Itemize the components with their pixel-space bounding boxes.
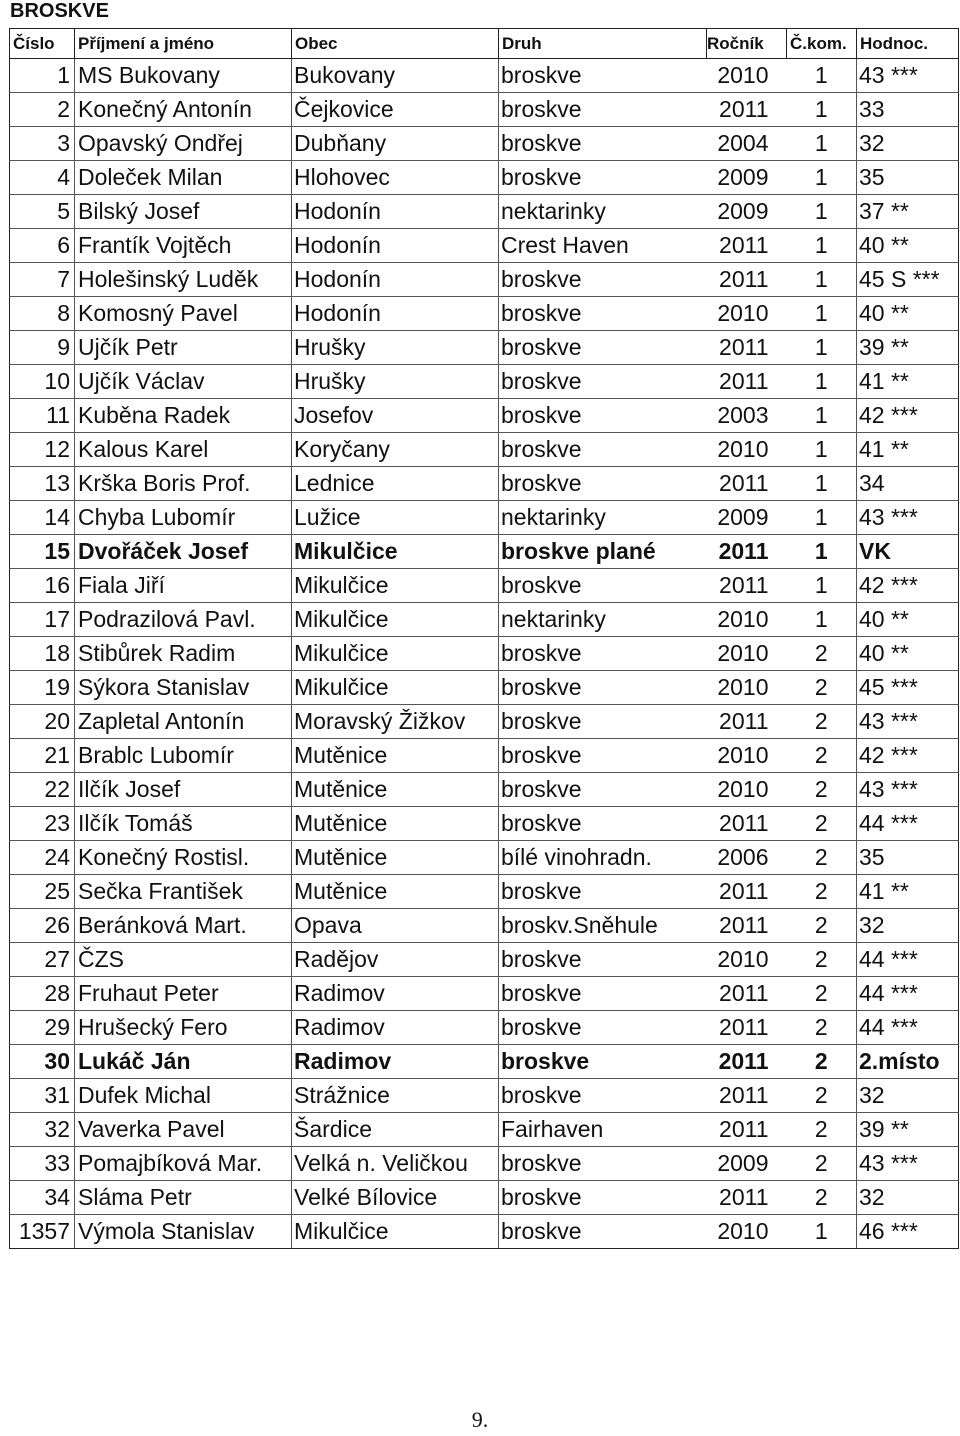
- table-row: [10, 875, 959, 909]
- cell-type: broskve: [499, 161, 707, 195]
- cell-type: broskve: [499, 365, 707, 399]
- cell-year: 2010: [707, 773, 787, 807]
- cell-type: Fairhaven: [499, 1113, 707, 1147]
- cell-category: 1: [787, 569, 857, 603]
- cell-town: Mikulčice: [292, 569, 499, 603]
- cell-score: 32: [857, 1079, 959, 1113]
- cell-year: 2010: [707, 59, 787, 93]
- table-row: [10, 535, 959, 569]
- cell-year: 2011: [707, 93, 787, 127]
- cell-year: 2010: [707, 739, 787, 773]
- table-row: [10, 59, 959, 93]
- cell-score: VK: [857, 535, 959, 569]
- cell-number: 8: [10, 297, 75, 331]
- header-row: [10, 29, 959, 59]
- cell-number: 14: [10, 501, 75, 535]
- cell-name: Ujčík Petr: [75, 331, 292, 365]
- cell-year: 2003: [707, 399, 787, 433]
- cell-score: 40 **: [857, 603, 959, 637]
- cell-category: 1: [787, 59, 857, 93]
- cell-town: Lednice: [292, 467, 499, 501]
- table-row: [10, 841, 959, 875]
- cell-type: nektarinky: [499, 501, 707, 535]
- cell-score: 45 S ***: [857, 263, 959, 297]
- cell-name: Stibůrek Radim: [75, 637, 292, 671]
- cell-town: Čejkovice: [292, 93, 499, 127]
- cell-year: 2011: [707, 807, 787, 841]
- cell-score: 40 **: [857, 637, 959, 671]
- cell-score: 45 ***: [857, 671, 959, 705]
- cell-year: 2010: [707, 943, 787, 977]
- cell-type: broskve: [499, 671, 707, 705]
- cell-name: Fiala Jiří: [75, 569, 292, 603]
- cell-number: 25: [10, 875, 75, 909]
- cell-score: 43 ***: [857, 705, 959, 739]
- cell-score: 33: [857, 93, 959, 127]
- cell-number: 16: [10, 569, 75, 603]
- cell-number: 29: [10, 1011, 75, 1045]
- table-row: [10, 1079, 959, 1113]
- cell-type: broskve: [499, 705, 707, 739]
- cell-town: Hrušky: [292, 331, 499, 365]
- cell-score: 44 ***: [857, 977, 959, 1011]
- cell-town: Mikulčice: [292, 603, 499, 637]
- cell-score: 37 **: [857, 195, 959, 229]
- cell-year: 2011: [707, 365, 787, 399]
- table-row: [10, 739, 959, 773]
- cell-category: 1: [787, 263, 857, 297]
- cell-category: 2: [787, 807, 857, 841]
- cell-category: 1: [787, 1215, 857, 1249]
- cell-number: 22: [10, 773, 75, 807]
- cell-town: Radějov: [292, 943, 499, 977]
- cell-name: Frantík Vojtěch: [75, 229, 292, 263]
- cell-name: Holešinský Luděk: [75, 263, 292, 297]
- cell-town: Radimov: [292, 977, 499, 1011]
- page-number: 9.: [471, 1407, 489, 1432]
- cell-type: broskve: [499, 943, 707, 977]
- table-row: [10, 637, 959, 671]
- header-type: Druh: [499, 29, 707, 59]
- table-row: [10, 399, 959, 433]
- cell-year: 2010: [707, 433, 787, 467]
- cell-name: Zapletal Antonín: [75, 705, 292, 739]
- cell-score: 44 ***: [857, 807, 959, 841]
- cell-year: 2011: [707, 1181, 787, 1215]
- cell-type: broskve: [499, 807, 707, 841]
- cell-name: Bilský Josef: [75, 195, 292, 229]
- cell-town: Mutěnice: [292, 841, 499, 875]
- cell-number: 23: [10, 807, 75, 841]
- table-row: [10, 909, 959, 943]
- cell-category: 1: [787, 399, 857, 433]
- cell-category: 1: [787, 501, 857, 535]
- cell-year: 2010: [707, 603, 787, 637]
- cell-type: broskve: [499, 569, 707, 603]
- cell-number: 33: [10, 1147, 75, 1181]
- cell-type: bílé vinohradn.: [499, 841, 707, 875]
- cell-year: 2011: [707, 1113, 787, 1147]
- table-body: [10, 59, 959, 1249]
- cell-category: 2: [787, 1113, 857, 1147]
- cell-score: 41 **: [857, 365, 959, 399]
- cell-name: Vaverka Pavel: [75, 1113, 292, 1147]
- cell-score: 42 ***: [857, 569, 959, 603]
- cell-category: 1: [787, 229, 857, 263]
- cell-number: 21: [10, 739, 75, 773]
- cell-category: 1: [787, 93, 857, 127]
- cell-category: 2: [787, 671, 857, 705]
- cell-year: 2011: [707, 875, 787, 909]
- table-row: [10, 331, 959, 365]
- cell-number: 5: [10, 195, 75, 229]
- cell-type: broskve: [499, 263, 707, 297]
- cell-type: broskve: [499, 1011, 707, 1045]
- cell-name: Konečný Rostisl.: [75, 841, 292, 875]
- cell-type: nektarinky: [499, 195, 707, 229]
- table-row: [10, 127, 959, 161]
- cell-year: 2011: [707, 1045, 787, 1079]
- cell-category: 2: [787, 841, 857, 875]
- cell-town: Šardice: [292, 1113, 499, 1147]
- cell-number: 30: [10, 1045, 75, 1079]
- cell-score: 44 ***: [857, 1011, 959, 1045]
- cell-score: 34: [857, 467, 959, 501]
- cell-year: 2010: [707, 1215, 787, 1249]
- cell-number: 4: [10, 161, 75, 195]
- cell-category: 2: [787, 739, 857, 773]
- cell-category: 1: [787, 535, 857, 569]
- cell-town: Mutěnice: [292, 773, 499, 807]
- cell-town: Hodonín: [292, 297, 499, 331]
- results-table: [9, 28, 959, 1249]
- cell-year: 2011: [707, 569, 787, 603]
- cell-type: Crest Haven: [499, 229, 707, 263]
- cell-type: broskve plané: [499, 535, 707, 569]
- cell-number: 27: [10, 943, 75, 977]
- cell-number: 26: [10, 909, 75, 943]
- table-row: [10, 93, 959, 127]
- cell-town: Hodonín: [292, 263, 499, 297]
- cell-name: ČZS: [75, 943, 292, 977]
- table-row: [10, 501, 959, 535]
- table-row: [10, 943, 959, 977]
- cell-type: broskve: [499, 1181, 707, 1215]
- cell-name: Podrazilová Pavl.: [75, 603, 292, 637]
- cell-number: 9: [10, 331, 75, 365]
- cell-year: 2004: [707, 127, 787, 161]
- cell-type: broskve: [499, 773, 707, 807]
- cell-type: nektarinky: [499, 603, 707, 637]
- cell-number: 34: [10, 1181, 75, 1215]
- table-row: [10, 569, 959, 603]
- cell-year: 2009: [707, 161, 787, 195]
- table-row: [10, 1181, 959, 1215]
- cell-town: Lužice: [292, 501, 499, 535]
- cell-name: Výmola Stanislav: [75, 1215, 292, 1249]
- cell-category: 2: [787, 705, 857, 739]
- cell-category: 2: [787, 943, 857, 977]
- cell-category: 2: [787, 773, 857, 807]
- cell-year: 2009: [707, 501, 787, 535]
- cell-score: 40 **: [857, 229, 959, 263]
- table-row: [10, 1113, 959, 1147]
- cell-score: 39 **: [857, 331, 959, 365]
- cell-name: Lukáč Ján: [75, 1045, 292, 1079]
- cell-type: broskve: [499, 1215, 707, 1249]
- cell-name: Pomajbíková Mar.: [75, 1147, 292, 1181]
- cell-name: Opavský Ondřej: [75, 127, 292, 161]
- cell-type: broskve: [499, 331, 707, 365]
- table-row: [10, 433, 959, 467]
- cell-town: Bukovany: [292, 59, 499, 93]
- cell-name: Sýkora Stanislav: [75, 671, 292, 705]
- page-title: BROSKVE: [10, 0, 109, 22]
- cell-type: broskve: [499, 467, 707, 501]
- cell-score: 44 ***: [857, 943, 959, 977]
- cell-town: Koryčany: [292, 433, 499, 467]
- cell-type: broskve: [499, 93, 707, 127]
- cell-town: Velká n. Veličkou: [292, 1147, 499, 1181]
- cell-year: 2011: [707, 1011, 787, 1045]
- table-row: [10, 161, 959, 195]
- cell-score: 39 **: [857, 1113, 959, 1147]
- cell-town: Hodonín: [292, 195, 499, 229]
- cell-name: Beránková Mart.: [75, 909, 292, 943]
- cell-number: 32: [10, 1113, 75, 1147]
- cell-town: Mikulčice: [292, 535, 499, 569]
- cell-type: broskve: [499, 399, 707, 433]
- cell-name: Konečný Antonín: [75, 93, 292, 127]
- cell-year: 2011: [707, 229, 787, 263]
- cell-town: Hodonín: [292, 229, 499, 263]
- cell-category: 1: [787, 603, 857, 637]
- table-row: [10, 773, 959, 807]
- cell-year: 2011: [707, 909, 787, 943]
- header-category: Č.kom.: [787, 29, 857, 59]
- cell-category: 2: [787, 909, 857, 943]
- cell-type: broskv.Sněhule: [499, 909, 707, 943]
- cell-score: 43 ***: [857, 773, 959, 807]
- cell-name: Sláma Petr: [75, 1181, 292, 1215]
- cell-year: 2011: [707, 263, 787, 297]
- cell-year: 2010: [707, 297, 787, 331]
- cell-type: broskve: [499, 1147, 707, 1181]
- cell-number: 2: [10, 93, 75, 127]
- cell-category: 2: [787, 875, 857, 909]
- cell-category: 2: [787, 1147, 857, 1181]
- cell-name: Fruhaut Peter: [75, 977, 292, 1011]
- cell-score: 46 ***: [857, 1215, 959, 1249]
- cell-type: broskve: [499, 637, 707, 671]
- table-row: [10, 1215, 959, 1249]
- cell-number: 24: [10, 841, 75, 875]
- cell-category: 1: [787, 331, 857, 365]
- cell-score: 43 ***: [857, 59, 959, 93]
- header-number: Číslo: [10, 29, 75, 59]
- cell-type: broskve: [499, 1079, 707, 1113]
- cell-year: 2011: [707, 535, 787, 569]
- table-row: [10, 603, 959, 637]
- cell-type: broskve: [499, 739, 707, 773]
- cell-number: 18: [10, 637, 75, 671]
- cell-number: 11: [10, 399, 75, 433]
- cell-town: Mikulčice: [292, 637, 499, 671]
- cell-town: Moravský Žižkov: [292, 705, 499, 739]
- cell-year: 2009: [707, 1147, 787, 1181]
- cell-town: Mutěnice: [292, 875, 499, 909]
- cell-number: 12: [10, 433, 75, 467]
- cell-number: 19: [10, 671, 75, 705]
- header-year: Ročník: [707, 29, 787, 59]
- cell-town: Josefov: [292, 399, 499, 433]
- cell-number: 7: [10, 263, 75, 297]
- cell-number: 15: [10, 535, 75, 569]
- cell-category: 1: [787, 365, 857, 399]
- cell-name: Hrušecký Fero: [75, 1011, 292, 1045]
- table-row: [10, 229, 959, 263]
- cell-year: 2011: [707, 1079, 787, 1113]
- cell-name: Chyba Lubomír: [75, 501, 292, 535]
- table-row: [10, 297, 959, 331]
- cell-town: Mutěnice: [292, 739, 499, 773]
- cell-score: 42 ***: [857, 399, 959, 433]
- cell-name: Ilčík Josef: [75, 773, 292, 807]
- cell-number: 1357: [10, 1215, 75, 1249]
- cell-year: 2006: [707, 841, 787, 875]
- table-row: [10, 1011, 959, 1045]
- cell-name: Sečka František: [75, 875, 292, 909]
- cell-number: 1: [10, 59, 75, 93]
- cell-score: 35: [857, 161, 959, 195]
- cell-category: 2: [787, 1011, 857, 1045]
- cell-name: Krška Boris Prof.: [75, 467, 292, 501]
- cell-name: Kalous Karel: [75, 433, 292, 467]
- cell-type: broskve: [499, 433, 707, 467]
- cell-type: broskve: [499, 875, 707, 909]
- cell-number: 31: [10, 1079, 75, 1113]
- cell-name: Dvořáček Josef: [75, 535, 292, 569]
- cell-category: 2: [787, 637, 857, 671]
- cell-name: MS Bukovany: [75, 59, 292, 93]
- table-row: [10, 705, 959, 739]
- table-row: [10, 807, 959, 841]
- cell-name: Dufek Michal: [75, 1079, 292, 1113]
- cell-number: 10: [10, 365, 75, 399]
- cell-year: 2010: [707, 637, 787, 671]
- cell-type: broskve: [499, 59, 707, 93]
- cell-score: 35: [857, 841, 959, 875]
- cell-town: Dubňany: [292, 127, 499, 161]
- cell-number: 6: [10, 229, 75, 263]
- cell-number: 17: [10, 603, 75, 637]
- cell-name: Kuběna Radek: [75, 399, 292, 433]
- cell-name: Doleček Milan: [75, 161, 292, 195]
- cell-number: 13: [10, 467, 75, 501]
- cell-score: 41 **: [857, 433, 959, 467]
- cell-name: Ujčík Václav: [75, 365, 292, 399]
- cell-year: 2011: [707, 331, 787, 365]
- cell-type: broskve: [499, 127, 707, 161]
- cell-name: Komosný Pavel: [75, 297, 292, 331]
- table-row: [10, 1045, 959, 1079]
- header-town: Obec: [292, 29, 499, 59]
- cell-score: 43 ***: [857, 1147, 959, 1181]
- cell-score: 43 ***: [857, 501, 959, 535]
- cell-town: Mikulčice: [292, 671, 499, 705]
- cell-category: 2: [787, 1181, 857, 1215]
- cell-number: 20: [10, 705, 75, 739]
- table-row: [10, 1147, 959, 1181]
- cell-category: 1: [787, 467, 857, 501]
- cell-town: Opava: [292, 909, 499, 943]
- cell-year: 2010: [707, 671, 787, 705]
- cell-category: 1: [787, 127, 857, 161]
- cell-category: 2: [787, 1045, 857, 1079]
- table-row: [10, 467, 959, 501]
- cell-year: 2009: [707, 195, 787, 229]
- cell-year: 2011: [707, 977, 787, 1011]
- cell-type: broskve: [499, 1045, 707, 1079]
- header-name: Příjmení a jméno: [75, 29, 292, 59]
- cell-town: Mutěnice: [292, 807, 499, 841]
- cell-category: 1: [787, 433, 857, 467]
- cell-category: 1: [787, 195, 857, 229]
- cell-score: 42 ***: [857, 739, 959, 773]
- cell-score: 32: [857, 1181, 959, 1215]
- table-row: [10, 365, 959, 399]
- cell-category: 2: [787, 1079, 857, 1113]
- table-row: [10, 263, 959, 297]
- cell-score: 40 **: [857, 297, 959, 331]
- cell-score: 2.místo: [857, 1045, 959, 1079]
- cell-category: 2: [787, 977, 857, 1011]
- cell-number: 28: [10, 977, 75, 1011]
- cell-category: 1: [787, 161, 857, 195]
- cell-town: Strážnice: [292, 1079, 499, 1113]
- header-score: Hodnoc.: [857, 29, 959, 59]
- cell-year: 2011: [707, 467, 787, 501]
- table-row: [10, 195, 959, 229]
- cell-town: Hrušky: [292, 365, 499, 399]
- cell-number: 3: [10, 127, 75, 161]
- cell-score: 41 **: [857, 875, 959, 909]
- cell-town: Radimov: [292, 1045, 499, 1079]
- cell-town: Radimov: [292, 1011, 499, 1045]
- cell-town: Velké Bílovice: [292, 1181, 499, 1215]
- cell-type: broskve: [499, 297, 707, 331]
- cell-score: 32: [857, 909, 959, 943]
- table-row: [10, 977, 959, 1011]
- cell-type: broskve: [499, 977, 707, 1011]
- cell-category: 1: [787, 297, 857, 331]
- cell-name: Ilčík Tomáš: [75, 807, 292, 841]
- cell-year: 2011: [707, 705, 787, 739]
- cell-name: Brablc Lubomír: [75, 739, 292, 773]
- table-row: [10, 671, 959, 705]
- cell-town: Mikulčice: [292, 1215, 499, 1249]
- cell-score: 32: [857, 127, 959, 161]
- cell-town: Hlohovec: [292, 161, 499, 195]
